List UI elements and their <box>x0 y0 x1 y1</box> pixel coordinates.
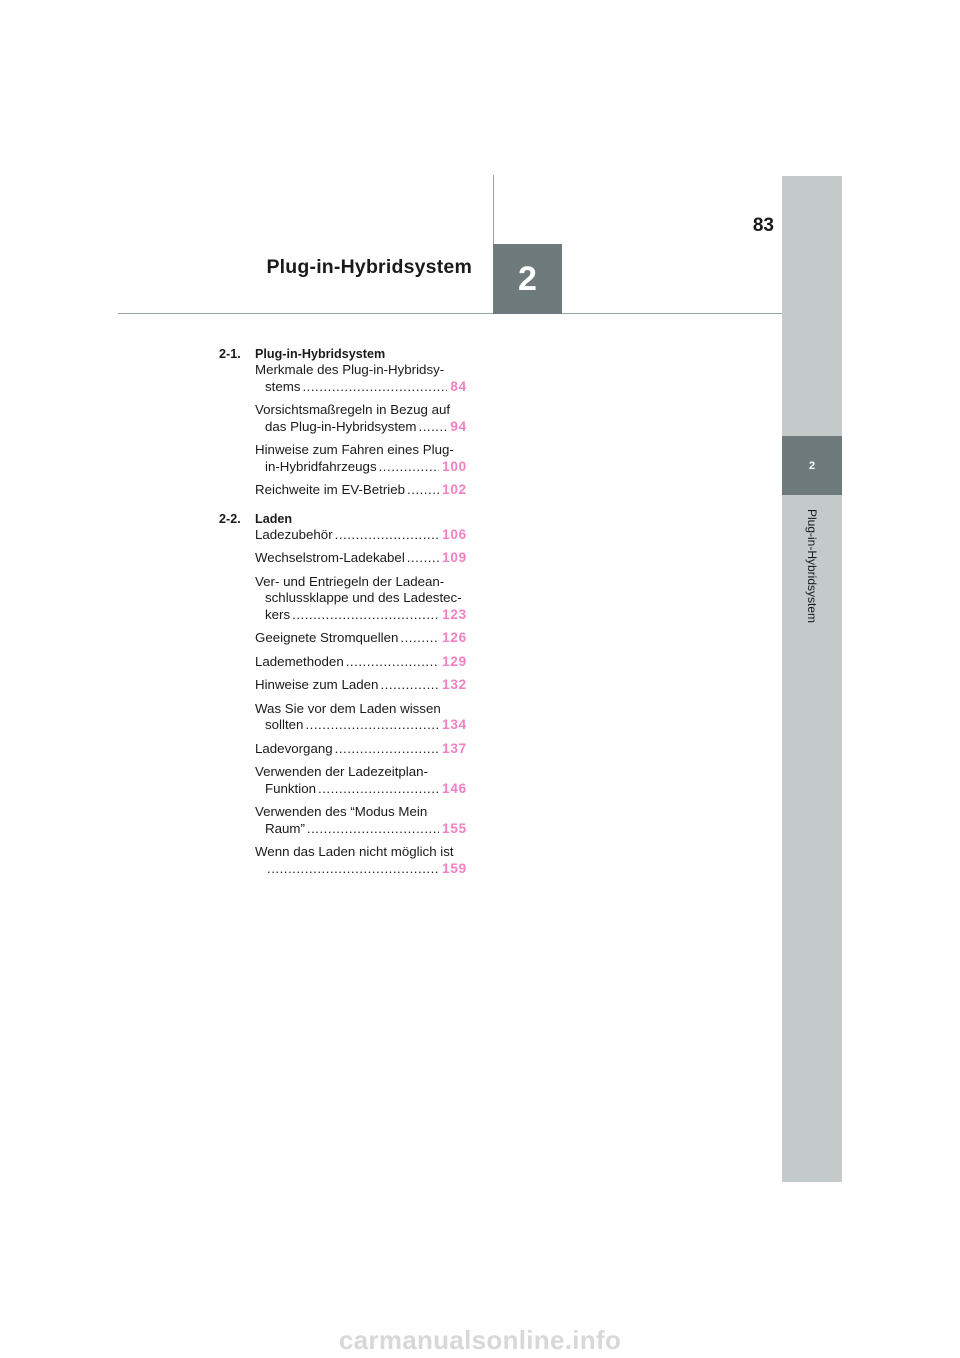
toc-entry-text: Merkmale des Plug-in-Hybridsy- <box>255 362 445 377</box>
toc-entry-text: Hinweise zum Fahren eines Plug- <box>255 442 454 457</box>
toc-entry[interactable] <box>255 550 467 567</box>
section-title: Laden <box>255 511 293 526</box>
toc-entry-text: Vorsichtsmaßregeln in Bezug auf <box>255 402 451 417</box>
page-reference-link[interactable]: 155 <box>442 820 467 836</box>
toc-entry[interactable] <box>255 442 467 475</box>
toc-entry[interactable] <box>255 527 467 544</box>
leader-dots <box>335 527 439 544</box>
page-reference-link[interactable]: 123 <box>442 606 467 622</box>
side-thumb-label: Plug-in-Hybridsystem <box>805 508 819 624</box>
page-reference-link[interactable]: 137 <box>442 740 467 756</box>
toc-entry[interactable] <box>255 402 467 435</box>
toc-entry[interactable] <box>255 804 467 837</box>
leader-dots <box>380 677 439 694</box>
leader-dots <box>419 419 448 436</box>
leader-dots <box>318 781 439 798</box>
toc-entry-text: in-Hybridfahrzeugs <box>265 458 377 474</box>
leader-dots <box>379 459 439 476</box>
leader-dots <box>407 550 439 567</box>
toc-entry-text: stems <box>265 378 301 394</box>
toc-entry-text: Verwenden des “Modus Mein <box>255 804 428 819</box>
toc-entry[interactable] <box>255 362 467 395</box>
toc-entry-text: Funktion <box>265 780 316 796</box>
side-thumb-bar <box>782 176 842 1182</box>
page-reference-link[interactable]: 159 <box>442 860 467 876</box>
page-reference-link[interactable]: 102 <box>442 482 467 497</box>
toc-entry[interactable] <box>255 654 467 671</box>
leader-dots <box>407 482 439 499</box>
toc-entry-text: Ladezubehör <box>255 526 333 542</box>
page-reference-link[interactable]: 84 <box>450 378 467 394</box>
toc-entry-text: Ver- und Entriegeln der Ladean- <box>255 573 445 589</box>
leader-dots <box>346 654 439 671</box>
section-number: 2-2. <box>219 511 241 526</box>
leader-dots <box>307 821 439 838</box>
toc-entry-text: Geeignete Stromquellen <box>255 630 399 645</box>
toc-entry-text: kers <box>265 606 291 622</box>
toc-entry-text: Verwenden der Ladezeitplan- <box>255 764 428 779</box>
side-thumb-tab[interactable]: 2 <box>782 436 842 495</box>
toc-entry[interactable] <box>255 764 467 797</box>
section-heading <box>219 346 467 362</box>
toc-entry[interactable] <box>255 630 467 647</box>
section-heading <box>219 511 467 527</box>
page-reference-link[interactable]: 146 <box>442 780 467 796</box>
page-reference-link[interactable]: 94 <box>450 418 467 434</box>
toc-entry-text: Ladevorgang <box>255 740 333 756</box>
page-reference-link[interactable]: 129 <box>442 653 467 669</box>
header-horizontal-rule <box>118 313 782 314</box>
leader-dots <box>267 861 439 878</box>
toc-entry-text: Raum” <box>265 820 305 836</box>
leader-dots <box>400 630 439 647</box>
chapter-title: Plug-in-Hybridsystem <box>266 256 472 278</box>
toc-entry-text: Wechselstrom-Ladekabel <box>255 550 405 565</box>
toc-entry[interactable] <box>255 574 467 624</box>
table-of-contents <box>219 346 467 884</box>
toc-entry-text: das Plug-in-Hybridsystem <box>265 418 417 434</box>
chapter-number-box: 2 <box>493 244 562 314</box>
page-reference-link[interactable]: 100 <box>442 458 467 474</box>
page-reference-link[interactable]: 132 <box>442 677 467 692</box>
leader-dots <box>335 741 439 758</box>
toc-entry[interactable] <box>255 741 467 758</box>
toc-entry[interactable] <box>255 677 467 694</box>
toc-entry[interactable] <box>255 844 467 877</box>
page-number: 83 <box>752 215 774 236</box>
toc-entry-text: schlussklappe und des Ladestec- <box>265 590 462 605</box>
toc-entry-text: sollten <box>265 717 304 732</box>
leader-dots <box>302 379 447 396</box>
toc-entry-text: Lademethoden <box>255 653 344 669</box>
page-reference-link[interactable]: 109 <box>442 550 467 565</box>
toc-entry[interactable] <box>255 701 467 734</box>
page-reference-link[interactable]: 106 <box>442 526 467 542</box>
watermark: carmanualsonline.info <box>338 1325 622 1355</box>
toc-entry-text: Wenn das Laden nicht möglich ist <box>255 844 454 859</box>
leader-dots <box>305 717 439 734</box>
page-reference-link[interactable]: 134 <box>442 717 467 732</box>
leader-dots <box>292 607 439 624</box>
page-reference-link[interactable]: 126 <box>442 630 467 645</box>
toc-entry[interactable] <box>255 482 467 499</box>
toc-entry-text: Was Sie vor dem Laden wissen <box>255 700 441 716</box>
toc-entry-text: Hinweise zum Laden <box>255 677 379 692</box>
section-title: Plug-in-Hybridsystem <box>255 347 386 361</box>
header-vertical-rule <box>493 175 494 245</box>
toc-entry-text: Reichweite im EV-Betrieb <box>255 482 406 497</box>
section-number: 2-1. <box>219 347 241 361</box>
